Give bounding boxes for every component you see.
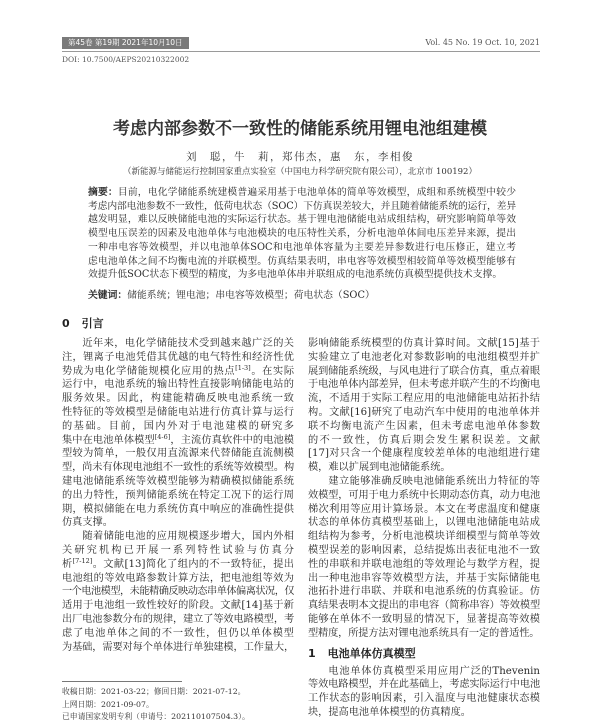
text-line: 性的串联和并联电池组的等效理论与数学方程，提 (308, 558, 540, 570)
text-line: 性特征的等效模型是储能电站进行仿真计算与运行 (62, 406, 294, 418)
footnote-lines (62, 686, 294, 724)
section-title: 电池单体仿真模型 (327, 646, 416, 660)
text-line: 适用于电池组一致性较好的阶段。文献[14]基于新 (62, 600, 294, 612)
text-line: 期，模拟储能在电力系统仿真中响应的准确性提供 (62, 503, 294, 515)
text-line (62, 434, 294, 448)
text-line: 建电池储能系统等效模型能够为精确模拟储能系统 (62, 475, 294, 487)
section-heading-introduction (62, 317, 104, 331)
citation-ref: [7-12] (72, 557, 93, 566)
text-line: 虑电池单体之间不均衡电流的并联模型。仿真结果表明，串电容等效模型相较简单等效模型能够有 (88, 255, 516, 267)
journal-issue-english: Vol. 45 No. 19 Oct. 10, 2021 (425, 38, 540, 47)
text-line: 电池组的等效电路参数计算方法，把电池组等效为 (62, 572, 294, 584)
text-line: 效模型，可用于电力系统中长期动态仿真，动力电池 (308, 489, 540, 501)
text-line: 流，不适用于实际工程应用的电池储能电站拓扑结 (308, 393, 540, 405)
intro-paragraph-1 (62, 337, 294, 530)
text-line: 一种串电容等效模型，并以电池单体SOC和电池单体容量为主要差异参数进行电压修正，建立考 (88, 241, 516, 253)
text-line: 效提升低SOC状态下模型的精度，为多电池单体串并联组成的电池系统仿真模型提供技术支撑。 (88, 269, 503, 281)
text-line: 型，尚未有体现电池组不一致性的系统等效模型。构 (62, 462, 294, 474)
text-segment: 势成为电化学储能规模化应用的热点 (62, 365, 236, 377)
text-line: 模型误差的影响因素，总结提炼出表征电池不一致 (308, 544, 540, 556)
text-line: 为基础，需要对每个单体进行单独建模，工作量大， (62, 641, 294, 653)
section-number: 0 (62, 317, 70, 330)
text-line: 注，锂离子电池凭借其优越的电气特性和经济性优 (62, 351, 294, 363)
abstract-text: 目前，电化学储能系统建模普遍采用基于电池单体的简单等效模型，成组和系统模型中较少 (117, 187, 516, 198)
keywords-text: 储能系统；锂电池；串电容等效模型；荷电状态（SOC） (127, 290, 375, 301)
text-line: 出厂电池参数分布的规律，建立了等效电路模型，考 (62, 613, 294, 625)
text-line: 近年来，电化学储能技术受到越来越广泛的关 (82, 338, 294, 349)
section-number: 1 (308, 646, 316, 660)
text-line: 型较为简单，一般仅用直流源来代替储能直流侧模 (62, 448, 294, 460)
keywords (88, 289, 516, 303)
citation-ref: [1-3] (235, 364, 251, 373)
text-segment: 集中在电池单体模型 (62, 434, 155, 446)
text-line: 运行中，电池系统的输出特性直接影响储能电站的 (62, 379, 294, 391)
text-line: 仿真支撑。 (62, 517, 113, 529)
right-column (308, 337, 540, 725)
intro-paragraph-3 (308, 475, 540, 641)
text-line: 越发明显，难以反映储能电池的实际运行状态。基于锂电池储能电站成组结构，研究影响简单等效 (88, 214, 516, 226)
text-line (62, 558, 294, 572)
footnotes (62, 681, 294, 724)
text-line: 联不均衡电流产生因素，但未考虑电池单体参数 (308, 420, 540, 432)
keywords-label: 关键词： (88, 290, 128, 301)
journal-issue-badge: 第45卷 第19期 2021年10月10日 (62, 37, 189, 49)
text-line: 等效电路模型，并在此基础上，考虑实际运行中电池 (308, 679, 540, 691)
section-heading-cell-model (308, 647, 540, 661)
text-line: 实验建立了电池老化对参数影响的电池组模型并扩 (308, 351, 540, 363)
text-line: 随着储能电池的应用规模逐步增大，国内外相 (82, 531, 294, 543)
text-line: 的不一致性，仿真后期会发生累积误差。文献 (308, 434, 540, 446)
text-line: 于电池单体内部差异，但未考虑并联产生的不均衡电 (308, 379, 540, 391)
text-line: 工作状态的影响因素，引入温度与电池健康状态模 (308, 693, 540, 705)
text-line: 关研究机构已开展一系列特性试验与仿真分 (62, 544, 294, 556)
text-line: 虑了电池单体之间的不一致性，但仍以单体模型 (62, 627, 294, 639)
section-title: 引言 (81, 317, 104, 330)
text-line: 状态的单体仿真模型基础上，以锂电池储能电站成 (308, 517, 540, 529)
text-segment: 。文献[13]简化了组内的不一致特征，提出 (92, 558, 294, 570)
text-line: 展到储能系统级，与风电进行了联合仿真，重点着眼 (308, 365, 540, 377)
text-line: 电池单体仿真模型采用应用广泛的Thevenin (328, 665, 540, 677)
text-line: 上网日期：2021-09-07。 (62, 699, 154, 709)
text-line: 构。文献[16]研究了电动汽车中使用的电池单体并 (308, 406, 540, 418)
abstract-label: 摘要： (88, 187, 118, 198)
text-line: 模型电压误差的因素及电池单体与电池模块的电压特性关系，分析电池单体间电压差异来源，提出 (88, 228, 516, 240)
author-list: 刘 聪，牛 莉，郑伟杰，惠 东，李相俊 (186, 151, 414, 163)
left-column (62, 337, 294, 667)
text-line: 影响储能系统模型的仿真计算时间。文献[15]基于 (308, 338, 540, 349)
text-line: 模，难以扩展到电池储能系统。 (308, 462, 451, 474)
header-divider (62, 51, 540, 52)
footnote-divider (62, 681, 182, 682)
text-line: 的出力特性，预判储能系统在特定工况下的运行周 (62, 489, 294, 501)
intro-paragraph-2-continued (308, 337, 540, 475)
text-line: 已申请国家发明专利（申请号：202110107504.3）。 (62, 712, 250, 721)
text-line: 梯次利用等应用计算场景。本文在考虑温度和健康 (308, 503, 540, 515)
text-line: [17]对只含一个健康程度较差单体的电池组进行建 (308, 448, 540, 460)
text-line: 出一种电池串容等效模型方法，并基于实际储能电 (308, 572, 540, 584)
text-segment: 析 (62, 558, 73, 570)
text-line: 考虑内部电池参数不一致性，低荷电状态（SOC）下仿真误差较大，并且随着储能系统的运行，差异 (88, 200, 516, 212)
abstract-first-line (88, 186, 516, 200)
affiliation: （新能源与储能运行控制国家重点实验室（中国电力科学研究院有限公司），北京市 100192） (123, 167, 477, 177)
text-line: 能够在单体不一致明显的情况下，显著提高等效模 (308, 613, 540, 625)
text-line (62, 365, 294, 379)
text-line: 真结果表明本文提出的串电容（简称串容）等效模型 (308, 600, 540, 612)
text-line: 型精度，所提方法对锂电池系统具有一定的普适性。 (308, 627, 540, 639)
text-line: 一个电池模型，未能精确反映动态串单体偏离状况，仅 (62, 586, 294, 598)
abstract (88, 186, 516, 282)
citation-ref: [4-6] (154, 433, 171, 442)
section1-paragraph-1 (308, 665, 540, 720)
text-line: 建立能够准确反映电池储能系统出力特征的等 (328, 475, 540, 487)
text-segment: ，主流仿真软件中的电池模 (170, 434, 294, 446)
abstract-body (88, 200, 516, 282)
text-line: 组结构为参考，分析电池模块详细模型与简单等效 (308, 531, 540, 543)
text-line: 块，提高电池单体模型的仿真精度。 (308, 706, 471, 718)
text-segment: 。在实际 (250, 365, 294, 377)
doi: DOI: 10.7500/AEPS20210322002 (62, 55, 190, 64)
intro-paragraph-2 (62, 530, 294, 654)
text-line: 的基础。目前，国内外对于电池建模的研究多 (62, 420, 294, 432)
text-line: 池拓扑进行串联、并联和电池系统的仿真验证。仿 (308, 586, 540, 598)
text-line: 服务效果。因此，构建能精确反映电池系统一致 (62, 393, 294, 405)
paper-title: 考虑内部参数不一致性的储能系统用锂电池组建模 (113, 119, 487, 139)
text-line: 收稿日期：2021-03-22；修回日期：2021-07-12。 (62, 687, 246, 696)
